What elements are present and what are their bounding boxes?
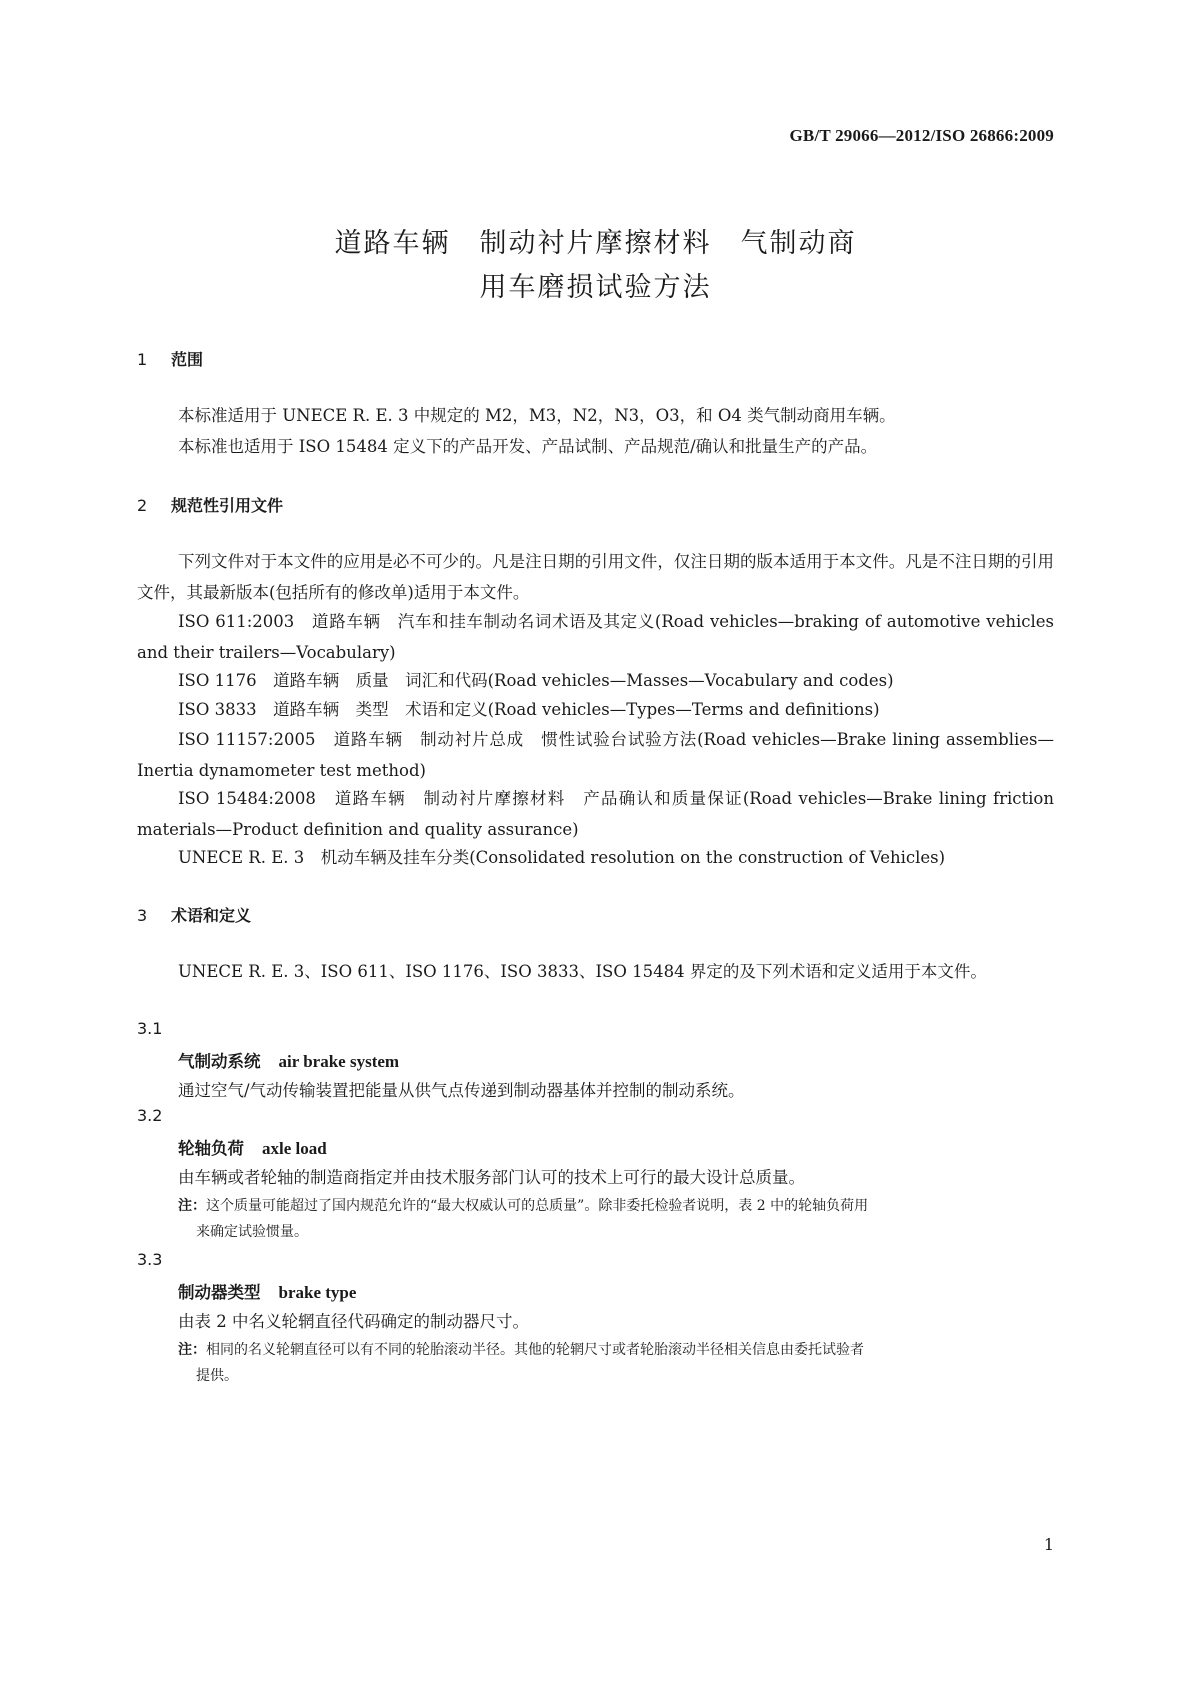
title-line-2: 用车磨损试验方法 bbox=[479, 272, 712, 303]
section-2-title: 规范性引用文件 bbox=[171, 496, 284, 515]
reference-iso-1176: ISO 1176 道路车辆 质量 词汇和代码(Road vehicles—Masses—Vocabulary and codes) bbox=[178, 671, 894, 690]
clause-3-3-number: 3.3 bbox=[137, 1250, 163, 1269]
clause-3-1-number: 3.1 bbox=[137, 1019, 163, 1038]
note-axle-load bbox=[178, 1193, 1054, 1245]
note-label: 注： bbox=[178, 1342, 206, 1358]
clause-3-2-number: 3.2 bbox=[137, 1106, 163, 1125]
note-continuation: 来确定试验惯量。 bbox=[196, 1224, 308, 1240]
term-cn: 气制动系统 bbox=[178, 1052, 261, 1071]
term-cn: 轮轴负荷 bbox=[178, 1139, 244, 1158]
title-line-1: 道路车辆 制动衬片摩擦材料 气制动商 bbox=[334, 228, 857, 259]
definition-air-brake-system: 通过空气/气动传输装置把能量从供气点传递到制动器基体并控制的制动系统。 bbox=[178, 1081, 745, 1100]
scope-paragraph-2: 本标准也适用于 ISO 15484 定义下的产品开发、产品试制、产品规范/确认和批量生产的产品。 bbox=[178, 437, 878, 456]
reference-unece: UNECE R. E. 3 机动车辆及挂车分类(Consolidated resolution on the construction of Vehicles) bbox=[178, 848, 946, 867]
note-brake-type bbox=[178, 1337, 1054, 1389]
terms-intro: UNECE R. E. 3、ISO 611、ISO 1176、ISO 3833、ISO 15484 界定的及下列术语和定义适用于本文件。 bbox=[178, 962, 987, 981]
term-en: axle load bbox=[262, 1139, 327, 1158]
term-axle-load bbox=[178, 1135, 327, 1159]
reference-iso-15484: ISO 15484:2008 道路车辆 制动衬片摩擦材料 产品确认和质量保证(Road vehicles—Brake lining friction materials—Product definition and quality assurance) bbox=[137, 789, 1054, 839]
term-en: air brake system bbox=[278, 1052, 400, 1071]
document-title bbox=[0, 222, 1191, 310]
definition-brake-type: 由表 2 中名义轮辋直径代码确定的制动器尺寸。 bbox=[178, 1312, 529, 1331]
reference-iso-611: ISO 611:2003 道路车辆 汽车和挂车制动名词术语及其定义(Road vehicles—braking of automotive vehicles and their trailers—Vocabulary) bbox=[137, 612, 1054, 662]
section-3-title: 术语和定义 bbox=[171, 906, 252, 925]
term-air-brake-system bbox=[178, 1048, 399, 1072]
reference-iso-11157: ISO 11157:2005 道路车辆 制动衬片总成 惯性试验台试验方法(Road vehicles—Brake lining assemblies—Inertia dynamometer test method) bbox=[137, 730, 1054, 780]
term-cn: 制动器类型 bbox=[178, 1283, 261, 1302]
scope-paragraph-1: 本标准适用于 UNECE R. E. 3 中规定的 M2，M3，N2，N3，O3，和 O4 类气制动商用车辆。 bbox=[178, 406, 896, 425]
section-1-heading bbox=[137, 347, 203, 370]
note-text: 这个质量可能超过了国内规范允许的“最大权威认可的总质量”。除非委托检验者说明，表 2 中的轮轴负荷用 bbox=[206, 1198, 869, 1214]
standard-number: GB/T 29066—2012/ISO 26866:2009 bbox=[789, 126, 1054, 145]
term-brake-type bbox=[178, 1279, 356, 1303]
note-label: 注： bbox=[178, 1198, 206, 1214]
section-1-number: 1 bbox=[137, 350, 148, 369]
section-2-number: 2 bbox=[137, 496, 148, 515]
section-3-number: 3 bbox=[137, 906, 148, 925]
note-text: 相同的名义轮辋直径可以有不同的轮胎滚动半径。其他的轮辋尺寸或者轮胎滚动半径相关信息由委托试验者 bbox=[206, 1342, 864, 1358]
section-2-heading bbox=[137, 493, 283, 516]
normative-intro: 下列文件对于本文件的应用是必不可少的。凡是注日期的引用文件，仅注日期的版本适用于本文件。凡是不注日期的引用文件，其最新版本(包括所有的修改单)适用于本文件。 bbox=[137, 552, 1054, 602]
section-3-heading bbox=[137, 903, 251, 926]
term-en: brake type bbox=[278, 1283, 357, 1302]
note-continuation: 提供。 bbox=[196, 1368, 238, 1384]
section-1-title: 范围 bbox=[171, 350, 204, 369]
reference-iso-3833: ISO 3833 道路车辆 类型 术语和定义(Road vehicles—Types—Terms and definitions) bbox=[178, 700, 880, 719]
page-number: 1 bbox=[1043, 1535, 1054, 1554]
definition-axle-load: 由车辆或者轮轴的制造商指定并由技术服务部门认可的技术上可行的最大设计总质量。 bbox=[178, 1168, 805, 1187]
